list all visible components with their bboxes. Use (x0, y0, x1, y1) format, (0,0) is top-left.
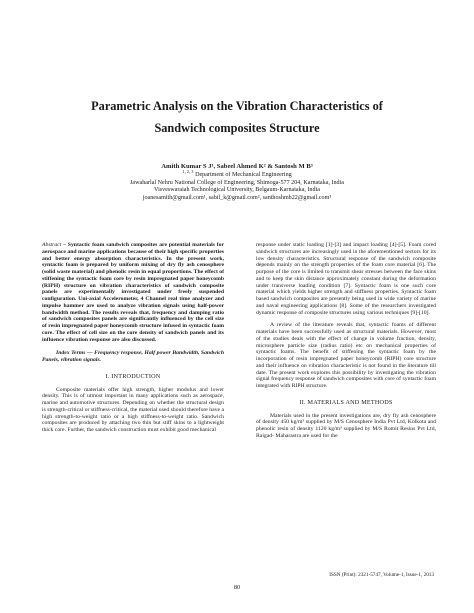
right-column (256, 242, 436, 440)
issn-footer: ISSN (Print): 2321-5747, Volume-1, Issue-1, 2013 (329, 572, 434, 578)
introduction-heading: I. INTRODUCTION (105, 372, 161, 380)
index-terms-text: — Frequency response, Half power Bandwidth, Sandwich Panels, vibration signals. (42, 350, 224, 363)
materials-heading: II. MATERIALS AND METHODS (299, 398, 393, 406)
affiliation-university: Visveswaraiah Technological University, Belgaum-Karnataka, India (154, 187, 320, 194)
authors: Amith Kumar S J¹, Sabeel Ahmed K² & Santosh M B³ (161, 163, 313, 170)
affiliation-emails: joanesamith@gmail.com¹, sabil_k@gmail.com², santhoshmb22@gmail.com³ (142, 194, 332, 201)
index-terms-label: Index Terms (56, 350, 86, 357)
index-terms (42, 350, 224, 364)
affiliation-dept (40, 169, 434, 180)
affiliation-college: Jawaharlal Nehru National College of Engineering, Shimoga-577 204, Karnataka, India (130, 179, 344, 186)
abstract-text: – Syntactic foam sandwich composites are potential materials for aerospace and marine applications because of their high specific properties and better energy absorption characteristics. In the present work, syntactic foam is prepared by uniform mixing of dry fly ash cenosphere (solid waste material) and phenolic resin in equal proportions. The effect of stiffening the syntactic foam core by resin impregnated paper honeycomb (RIPH) structure on vibration characteristics of sandwich composite panels are experimentally investigated under freely suspended configuration. Uni-axial Accelerometer, 4 Channel real time analyzer and impulse hammer are used to analyze vibration signals using half-power bandwidth method. The results reveals that, frequency and damping ratio of sandwich composites panels are significantly influenced by the cell size of resin impregnated paper honeycomb structure infused in syntactic foam core. The effect of cell size on the core density of sandwich panels and its influence vibration response are also discussed. (42, 242, 224, 343)
materials-paragraph: Materials used in the present investigations are, dry fly ash cenosphere of density 450 kg/m³ supplied by M/S Cenosphere India Pvt Ltd, Kolkota and phenolic resin of density 1120 kg/m³ supplied by M/S Romit Resins Pvt Ltd, Raigad- Maharastra are used for the (256, 412, 436, 439)
right-paragraph-1: response under static loading [1]-[3] and impact loading [4]-[5]. Foam cored sandwich structures are increasingly used in the aforementioned sectors for its low density characteristics. Structural response of the sandwich composite depends mainly on the strength properties of the foam core material [6]. The purpose of the core is limited to transmit shear stresses between the face skins and to keep the skin distance approximately constant during the deformation under transverse loading condition [7]. Syntactic foam is one such core material which yields higher strength and stiffness properties. Syntactic foam based sandwich composites are presently being used in wide variety of marine and naval engineering applications [8]. Some of the researchers investigated dynamic response of composite structures using various techniques [9]-[10]. (256, 242, 436, 316)
abstract (42, 242, 224, 343)
paper-title-line-2: Sandwich composites Structure (154, 121, 320, 135)
paper-title-line-1: Parametric Analysis on the Vibration Characteristics of (91, 99, 383, 113)
page-number: 80 (233, 584, 241, 591)
right-paragraph-2: A review of the literature reveals that, syntactic foams of different materials have been successfully used as structural materials. However, most of the studies deals with the effect of change in volume fraction, density, microsphere particle size (radius ratio) etc on mechanical properties of syntactic foams. The benefit of stiffening the syntactic foam by the incorporation of resin impregnated paper honeycomb (RIPH) core structure and their influence on vibration characteristic is not found in the literature till date. The present work explores this possibility by investigating the vibration signal frequency response of sandwich composites with core of syntactic foam integrated with RIPH structure. (256, 322, 436, 389)
affiliation-dept-text: Department of Mechanical Engineering (195, 172, 292, 179)
introduction-paragraph: Composite materials offer high strength, higher modulus and lower density. This is of utmost important in many applications such as aerospace, marine and automotive structures. Depending on whether the structural design is strength-critical or stiffness-critical, the material used should therefore have a high strength-to-weight ratio or a high stiffness-to-weight ratio. Sandwich composites are produced by attaching two thin but stiff skins to a lightweight thick core. Further, the sandwich construction must exhibit good mechanical (42, 386, 224, 433)
affiliation-superscript: 1, 2, 3 (182, 169, 194, 174)
abstract-label: Abstract (42, 242, 62, 248)
left-column (42, 242, 224, 434)
affiliation (40, 169, 434, 202)
